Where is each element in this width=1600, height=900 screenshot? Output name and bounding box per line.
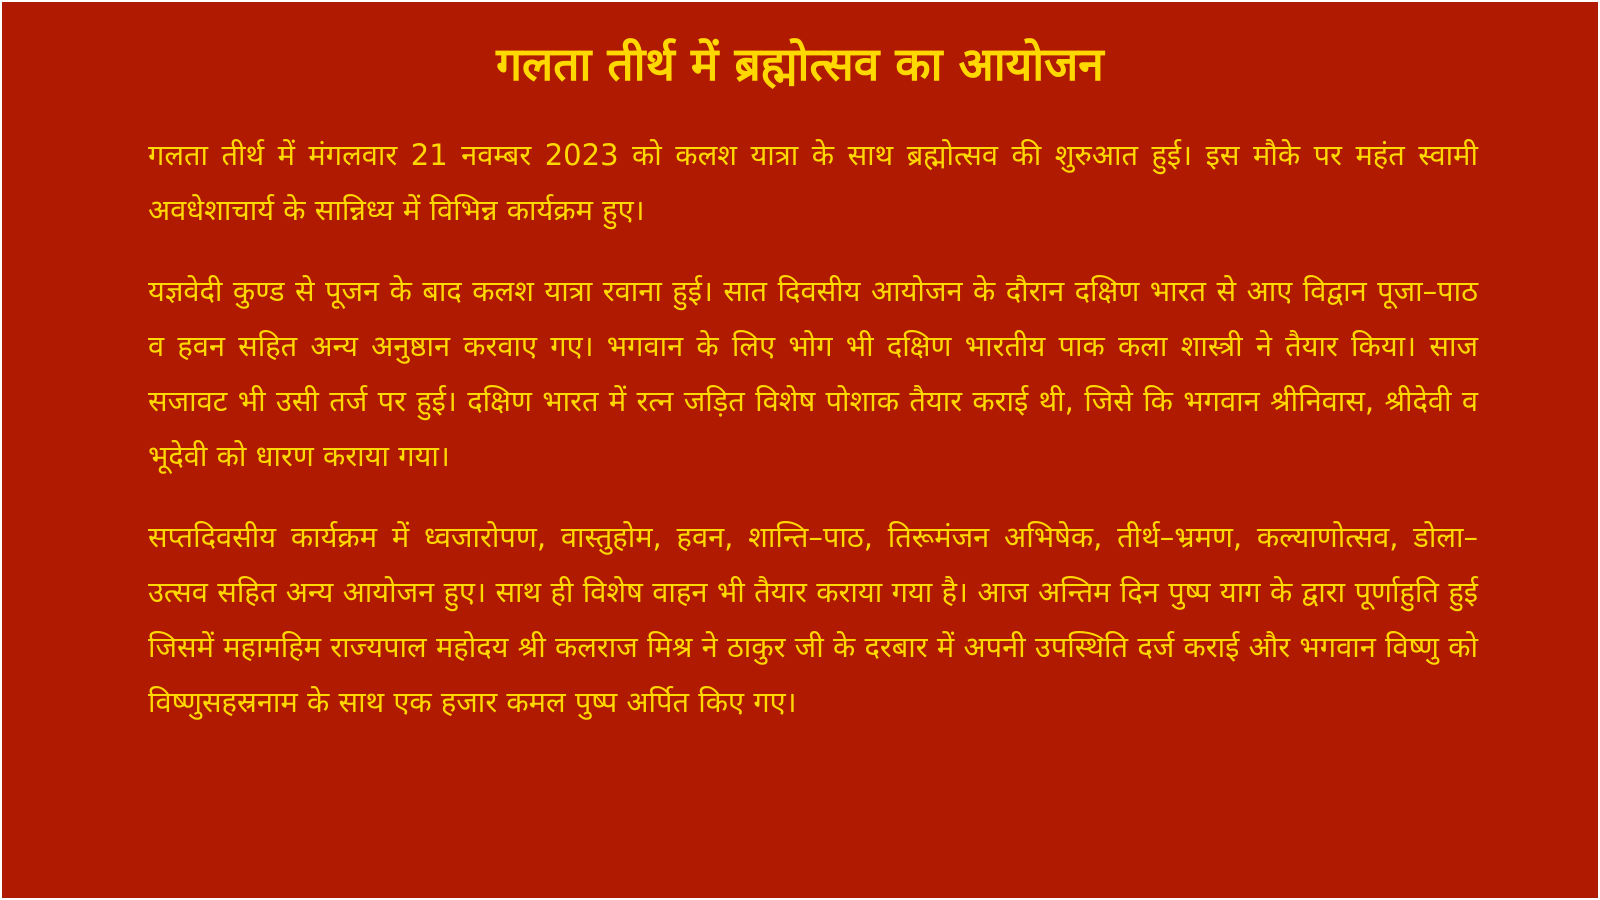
article-body (148, 128, 1478, 756)
paragraph-3: सप्तदिवसीय कार्यक्रम में ध्वजारोपण, वास्तुहोम, हवन, शान्ति–पाठ, तिरूमंजन अभिषेक, तीर्थ–भ्रमण, कल्याणोत्सव, डोला– उत्सव सहित अन्य आयोजन हुए। साथ ही विशेष वाहन भी तैयार कराया गया है। आज अन्तिम दिन पुष्प याग के द्वारा पूर्णाहुति हुई जिसमें महामहिम राज्यपाल महोदय श्री कलराज मिश्र ने ठाकुर जी के दरबार में अपनी उपस्थिति दर्ज कराई और भगवान विष्णु को विष्णुसहस्रनाम के साथ एक हजार कमल पुष्प अर्पित किए गए। (148, 520, 1478, 719)
paragraph-1: गलता तीर्थ में मंगलवार 21 नवम्बर 2023 को कलश यात्रा के साथ ब्रह्मोत्सव की शुरुआत हुई। इस मौके पर महंत स्वामी अवधेशाचार्य के सान्निध्य में विभिन्न कार्यक्रम हुए। (148, 138, 1478, 227)
slide (2, 2, 1598, 898)
page-title: गलता तीर्थ में ब्रह्मोत्सव का आयोजन (496, 37, 1104, 91)
paragraph-2: यज्ञवेदी कुण्ड से पूजन के बाद कलश यात्रा रवाना हुई। सात दिवसीय आयोजन के दौरान दक्षिण भारत से आए विद्वान पूजा–पाठ व हवन सहित अन्य अनुष्ठान करवाए गए। भगवान के लिए भोग भी दक्षिण भारतीय पाक कला शास्त्री ने तैयार किया। साज सजावट भी उसी तर्ज पर हुई। दक्षिण भारत में रत्न जड़ित विशेष पोशाक तैयार कराई थी, जिसे कि भगवान श्रीनिवास, श्रीदेवी व भूदेवी को धारण कराया गया। (148, 274, 1478, 473)
